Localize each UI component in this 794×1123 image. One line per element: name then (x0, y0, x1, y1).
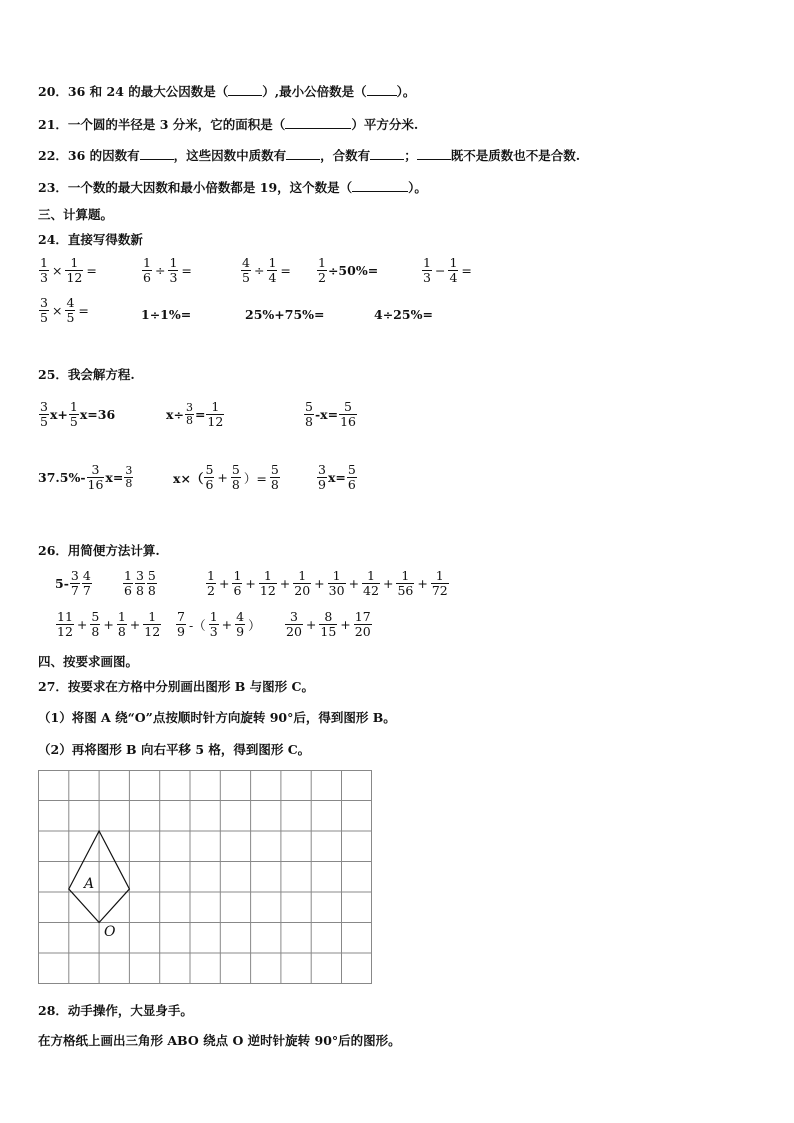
math-text: x= (105, 470, 124, 485)
fraction (143, 610, 161, 639)
q24-item-3 (240, 256, 293, 285)
denominator: 9 (236, 624, 245, 639)
math-text: 37.5%- (38, 470, 86, 485)
numerator: 1 (207, 568, 215, 583)
fraction (168, 256, 178, 285)
fraction (235, 610, 245, 639)
numerator: 3 (289, 609, 298, 624)
math-text: ÷50%= (327, 263, 379, 278)
denominator: 16 (340, 414, 356, 429)
denominator: 6 (233, 583, 242, 598)
fraction (448, 256, 458, 285)
question-26-title: 26．用简便方法计算. (38, 543, 160, 558)
numerator: 1 (367, 568, 375, 583)
denominator: 9 (318, 477, 326, 492)
denominator: 20 (286, 624, 302, 639)
simplify-2 (122, 569, 158, 598)
denominator: 8 (270, 477, 279, 492)
equation-4 (38, 463, 134, 492)
denominator: 20 (354, 624, 371, 639)
fraction (142, 256, 152, 285)
numerator: 3 (91, 462, 100, 477)
denominator: 2 (318, 270, 326, 285)
equation-6 (316, 463, 358, 492)
denominator: 12 (66, 270, 83, 285)
numerator: 1 (298, 568, 307, 583)
fraction (65, 296, 75, 325)
fraction (39, 296, 49, 325)
math-text: + (279, 576, 291, 591)
fraction (185, 402, 194, 427)
q24-item-9: 4÷25%= (374, 307, 433, 322)
fraction (241, 256, 251, 285)
math-text: + (305, 617, 317, 632)
math-text: x÷ (166, 407, 184, 422)
numerator: 1 (318, 255, 326, 270)
numerator: 1 (117, 609, 126, 624)
math-text: ） (248, 617, 261, 633)
numerator: 1 (209, 609, 218, 624)
denominator: 7 (70, 583, 79, 598)
numerator: 1 (435, 568, 444, 583)
fraction (317, 256, 327, 285)
answer-blank[interactable] (140, 147, 174, 160)
fraction (362, 569, 380, 598)
math-text: + (221, 617, 233, 632)
denominator: 8 (147, 583, 156, 598)
denominator: 3 (169, 270, 178, 285)
fraction (70, 569, 80, 598)
numerator: 1 (69, 399, 78, 414)
numerator: 5 (344, 399, 352, 414)
denominator: 8 (117, 624, 126, 639)
denominator: 6 (347, 477, 356, 492)
denominator: 7 (82, 583, 91, 598)
math-text: ）= (243, 470, 267, 486)
fraction (123, 569, 133, 598)
denominator: 3 (40, 270, 48, 285)
denominator: 8 (185, 414, 193, 427)
denominator: 2 (207, 583, 215, 598)
math-text: + (314, 576, 325, 591)
fraction (347, 463, 357, 492)
numerator: 5 (270, 462, 279, 477)
answer-blank[interactable] (367, 83, 397, 96)
math-text: -（ (188, 617, 206, 633)
q24-item-8: 25%+75%= (245, 307, 325, 322)
denominator: 30 (328, 583, 345, 598)
math-text: + (340, 617, 351, 632)
fraction (328, 569, 346, 598)
numerator: 3 (135, 568, 144, 583)
numerator: 7 (177, 609, 185, 624)
fraction (339, 400, 357, 429)
numerator: 1 (124, 568, 132, 583)
numerator: 1 (233, 568, 242, 583)
numerator: 11 (57, 609, 73, 624)
denominator: 6 (124, 583, 132, 598)
fraction (319, 610, 337, 639)
numerator: 4 (236, 609, 245, 624)
denominator: 5 (242, 270, 250, 285)
fraction (270, 463, 280, 492)
math-text: + (76, 617, 88, 632)
question-27-step-1: （1）将图 A 绕“O”点按顺时针方向旋转 90°后，得到图形 B。 (38, 710, 396, 725)
math-text: − (434, 263, 446, 278)
numerator: 5 (347, 462, 356, 477)
denominator: 8 (231, 477, 240, 492)
numerator: 5 (305, 399, 313, 414)
denominator: 42 (363, 583, 379, 598)
fraction (176, 610, 186, 639)
denominator: 12 (144, 624, 161, 639)
numerator: 3 (185, 401, 193, 414)
math-text: = (86, 263, 97, 278)
question-21: 21．一个圆的半径是 3 分米，它的面积是（ ）平方分米. (38, 117, 419, 132)
numerator: 1 (148, 609, 157, 624)
math-text: x+ (49, 407, 68, 422)
simplify-1 (55, 569, 93, 598)
math-text: = (280, 263, 291, 278)
numerator: 3 (318, 462, 326, 477)
answer-blank[interactable] (370, 147, 404, 160)
denominator: 8 (135, 583, 144, 598)
math-text: × (51, 303, 63, 318)
denominator: 56 (397, 583, 414, 598)
math-text: ÷ (154, 263, 166, 278)
math-text: + (348, 576, 360, 591)
denominator: 6 (143, 270, 151, 285)
fraction (147, 569, 157, 598)
math-text: + (218, 576, 230, 591)
numerator: 3 (70, 568, 79, 583)
numerator: 1 (211, 399, 220, 414)
fraction (304, 400, 314, 429)
math-text: = (78, 303, 89, 318)
fraction (209, 610, 219, 639)
numerator: 1 (70, 255, 79, 270)
denominator: 3 (209, 624, 218, 639)
question-28-text: 在方格纸上画出三角形 ABO 绕点 O 逆时针旋转 90°后的图形。 (38, 1033, 401, 1048)
fraction (39, 256, 49, 285)
numerator: 1 (40, 255, 48, 270)
numerator: 3 (40, 399, 48, 414)
numerator: 5 (231, 462, 240, 477)
fraction (135, 569, 145, 598)
math-text: ÷ (253, 263, 265, 278)
math-text: + (382, 576, 394, 591)
numerator: 1 (449, 255, 458, 270)
denominator: 16 (87, 477, 104, 492)
numerator: 5 (205, 462, 214, 477)
fraction (285, 610, 303, 639)
fraction (56, 610, 74, 639)
question-24-title: 24．直接写得数新 (38, 232, 143, 247)
denominator: 12 (57, 624, 73, 639)
fraction (117, 610, 127, 639)
numerator: 1 (169, 255, 178, 270)
numerator: 1 (423, 255, 431, 270)
equation-2 (166, 400, 225, 429)
fraction (259, 569, 277, 598)
q24-item-4 (316, 256, 378, 285)
equation-5 (173, 463, 281, 492)
question-20: 20．36 和 24 的最大公因数是（ ）,最小公倍数是（ ）。 (38, 84, 416, 99)
denominator: 9 (177, 624, 185, 639)
numerator: 5 (147, 568, 156, 583)
math-text: + (217, 470, 228, 485)
fraction (82, 569, 92, 598)
simplify-4 (55, 610, 162, 639)
denominator: 8 (305, 414, 313, 429)
fraction (206, 569, 216, 598)
denominator: 15 (320, 624, 337, 639)
denominator: 5 (40, 414, 48, 429)
denominator: 8 (91, 624, 100, 639)
math-text: = (194, 407, 206, 422)
denominator: 5 (40, 310, 48, 325)
q24-item-5 (421, 256, 474, 285)
math-text: + (417, 576, 428, 591)
math-text: x×（ (173, 470, 204, 486)
fraction (39, 400, 49, 429)
question-28-title: 28．动手操作，大显身手。 (38, 1003, 193, 1018)
math-text: + (129, 617, 141, 632)
denominator: 20 (294, 583, 311, 598)
fraction (65, 256, 83, 285)
fraction (90, 610, 100, 639)
denominator: 12 (207, 414, 224, 429)
simplify-6 (284, 610, 373, 639)
denominator: 8 (125, 477, 133, 490)
numerator: 3 (125, 464, 133, 477)
answer-blank[interactable] (285, 116, 351, 129)
question-22: 22．36 的因数有 ，这些因数中质数有 ，合数有 ； 既不是质数也不是合数. (38, 148, 581, 163)
fraction (206, 400, 224, 429)
question-27-title: 27．按要求在方格中分别画出图形 B 与图形 C。 (38, 679, 314, 694)
denominator: 4 (449, 270, 458, 285)
numerator: 1 (268, 255, 277, 270)
denominator: 4 (268, 270, 277, 285)
denominator: 12 (259, 583, 276, 598)
section-4-heading: 四、按要求画图。 (38, 654, 139, 669)
numerator: 4 (242, 255, 250, 270)
fraction (231, 463, 241, 492)
answer-blank[interactable] (352, 179, 408, 192)
denominator: 5 (66, 310, 75, 325)
numerator: 8 (324, 609, 333, 624)
math-text: x=36 (79, 407, 116, 422)
q24-item-6 (38, 296, 91, 325)
math-text: + (245, 576, 256, 591)
question-25-title: 25．我会解方程. (38, 367, 135, 382)
fraction (204, 463, 214, 492)
fraction (232, 569, 242, 598)
label-a: A (84, 876, 95, 892)
answer-blank[interactable] (417, 147, 451, 160)
numerator: 17 (354, 609, 371, 624)
q24-item-2 (141, 256, 194, 285)
simplify-3 (205, 569, 450, 598)
q24-item-7: 1÷1%= (141, 307, 192, 322)
numerator: 4 (82, 568, 91, 583)
math-text: = (461, 263, 472, 278)
math-text: x= (327, 470, 346, 485)
fraction (317, 463, 327, 492)
q24-item-1 (38, 256, 99, 285)
fraction (124, 465, 133, 490)
question-27-step-2: （2）再将图形 B 向右平移 5 格，得到图形 C。 (38, 742, 311, 757)
drawing-grid[interactable] (38, 770, 372, 987)
label-o: O (104, 924, 116, 940)
question-23: 23．一个数的最大因数和最小倍数都是 19，这个数是（ ）。 (38, 180, 427, 195)
equation-1 (38, 400, 115, 429)
fraction (422, 256, 432, 285)
math-text: = (181, 263, 192, 278)
fraction (431, 569, 449, 598)
numerator: 1 (263, 568, 272, 583)
section-3-heading: 三、计算题。 (38, 207, 114, 222)
answer-blank[interactable] (228, 83, 262, 96)
denominator: 3 (423, 270, 431, 285)
denominator: 5 (69, 414, 78, 429)
fraction (293, 569, 311, 598)
equation-3 (303, 400, 358, 429)
numerator: 1 (401, 568, 410, 583)
numerator: 5 (91, 609, 100, 624)
denominator: 72 (431, 583, 448, 598)
numerator: 1 (332, 568, 341, 583)
numerator: 4 (66, 295, 75, 310)
denominator: 6 (205, 477, 214, 492)
numerator: 3 (40, 295, 48, 310)
fraction (396, 569, 414, 598)
math-text: × (51, 263, 63, 278)
fraction (354, 610, 372, 639)
fraction (87, 463, 105, 492)
math-text: + (103, 617, 114, 632)
fraction (267, 256, 277, 285)
math-text: 5- (55, 576, 69, 591)
simplify-5 (175, 610, 263, 639)
fraction (69, 400, 79, 429)
math-text: -x= (314, 407, 339, 422)
answer-blank[interactable] (286, 147, 320, 160)
numerator: 1 (143, 255, 151, 270)
